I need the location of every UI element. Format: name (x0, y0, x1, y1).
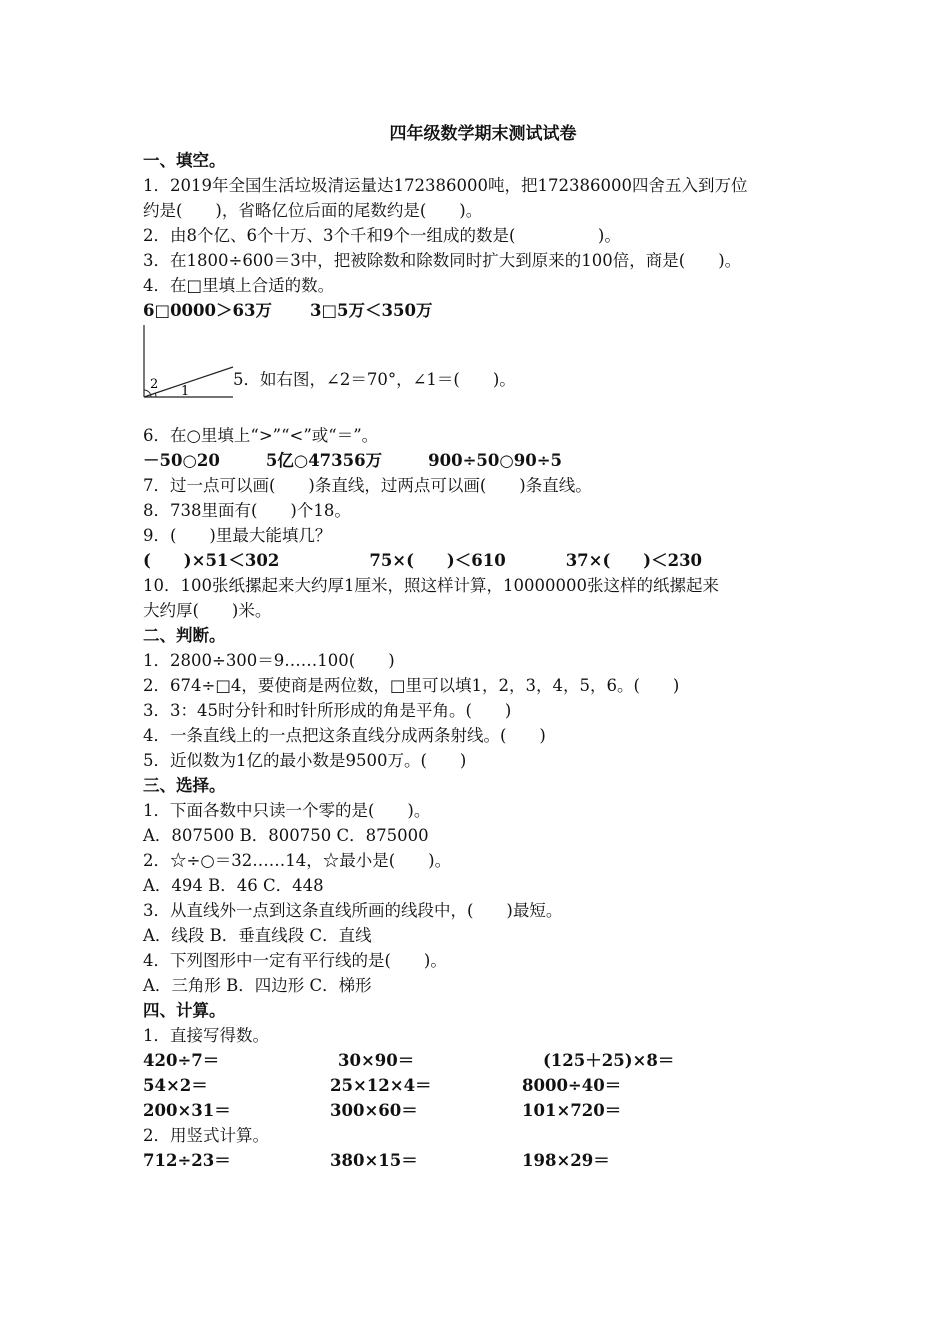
calc-item: 300×60＝ (330, 1101, 418, 1120)
calc-item: 200×31＝ (143, 1101, 231, 1120)
question-1-line-1: 1．2019年全国生活垃圾清运量达172386000吨，把172386000四舍五入到万位 (143, 176, 748, 195)
question-10-line-1: 10．100张纸摞起来大约厚1厘米，照这样计算，10000000张这样的纸摞起来 (143, 576, 719, 595)
calc-item: 380×15＝ (330, 1151, 418, 1170)
section-calc-heading: 四、计算。 (143, 1001, 226, 1020)
judge-3: 3．3：45时分针和时针所形成的角是平角。( ) (143, 701, 512, 720)
calc-row (143, 1048, 823, 1073)
question-2: 2．由8个亿、6个十万、3个千和9个一组成的数是( )。 (143, 226, 621, 245)
question-9-item-c: 37×( )＜230 (565, 551, 703, 570)
section-choice-heading: 三、选择。 (143, 776, 226, 795)
judge-1: 1．2800÷300＝9……100( ) (143, 651, 395, 670)
question-5: 5．如右图，∠2＝70°，∠1＝( )。 (233, 370, 516, 389)
question-6-items (143, 448, 823, 473)
calc-row (143, 1073, 823, 1098)
choice-3: 3．从直线外一点到这条直线所画的线段中，( )最短。 (143, 901, 563, 920)
choice-2-options: A．494 B．46 C．448 (143, 876, 324, 895)
choice-4: 4．下列图形中一定有平行线的是( )。 (143, 951, 447, 970)
calc-row (143, 1098, 823, 1123)
question-4-item-b: 3□5万＜350万 (309, 301, 433, 320)
choice-1: 1．下面各数中只读一个零的是( )。 (143, 801, 431, 820)
judge-2: 2．674÷□4，要使商是两位数，□里可以填1，2，3，4，5，6。( ) (143, 676, 680, 695)
choice-4-options: A．三角形 B．四边形 C．梯形 (143, 976, 372, 995)
judge-5: 5．近似数为1亿的最小数是9500万。( ) (143, 751, 467, 770)
question-4: 4．在□里填上合适的数。 (143, 276, 335, 295)
question-8: 8．738里面有( )个18。 (143, 501, 351, 520)
choice-2: 2．☆÷○＝32……14，☆最小是( )。 (143, 851, 452, 870)
calc-row (143, 1148, 823, 1173)
question-5-row (143, 323, 823, 401)
question-9-item-b: 75×( )＜610 (369, 551, 506, 570)
judge-4: 4．一条直线上的一点把这条直线分成两条射线。( ) (143, 726, 546, 745)
calc-item: 198×29＝ (522, 1151, 610, 1170)
calc-item: 712÷23＝ (143, 1151, 231, 1170)
angle-1-label: 1 (181, 384, 190, 399)
choice-3-options: A．线段 B．垂直线段 C．直线 (143, 926, 372, 945)
calc-part-1-title: 1．直接写得数。 (143, 1026, 269, 1045)
calc-item: 25×12×4＝ (330, 1076, 432, 1095)
calc-item: 8000÷40＝ (522, 1076, 622, 1095)
section-fill-heading: 一、填空。 (143, 151, 226, 170)
question-9: 9．( )里最大能填几？ (143, 526, 332, 545)
exam-page (143, 120, 823, 1173)
question-1-line-2: 约是( )，省略亿位后面的尾数约是( )。 (143, 201, 483, 220)
question-6-item-b: 5亿○47356万 (265, 451, 383, 470)
question-4-item-a: 6□0000＞63万 (143, 301, 272, 320)
section-judge-heading: 二、判断。 (143, 626, 226, 645)
question-6-item-a: －50○20 (143, 451, 220, 470)
angle-2-label: 2 (150, 377, 159, 392)
question-10-line-2: 大约厚( )米。 (143, 601, 272, 620)
calc-item: (125＋25)×8＝ (543, 1051, 675, 1070)
question-9-items (143, 548, 823, 573)
question-3: 3．在1800÷600＝3中，把被除数和除数同时扩大到原来的100倍，商是( )。 (143, 251, 742, 270)
question-6: 6．在○里填上“>”“<”或“＝”。 (143, 426, 379, 445)
choice-1-options: A．807500 B．800750 C．875000 (143, 826, 429, 845)
calc-item: 420÷7＝ (143, 1051, 220, 1070)
page-title: 四年级数学期末测试试卷 (389, 124, 577, 144)
calc-part-2-title: 2．用竖式计算。 (143, 1126, 269, 1145)
question-4-items (143, 298, 823, 323)
calc-item: 30×90＝ (338, 1051, 415, 1070)
calc-item: 101×720＝ (522, 1101, 622, 1120)
calc-item: 54×2＝ (143, 1076, 208, 1095)
question-7: 7．过一点可以画( )条直线，过两点可以画( )条直线。 (143, 476, 592, 495)
question-6-item-c: 900÷50○90÷5 (428, 451, 563, 470)
angle-figure (143, 325, 235, 399)
question-9-item-a: ( )×51＜302 (143, 551, 280, 570)
